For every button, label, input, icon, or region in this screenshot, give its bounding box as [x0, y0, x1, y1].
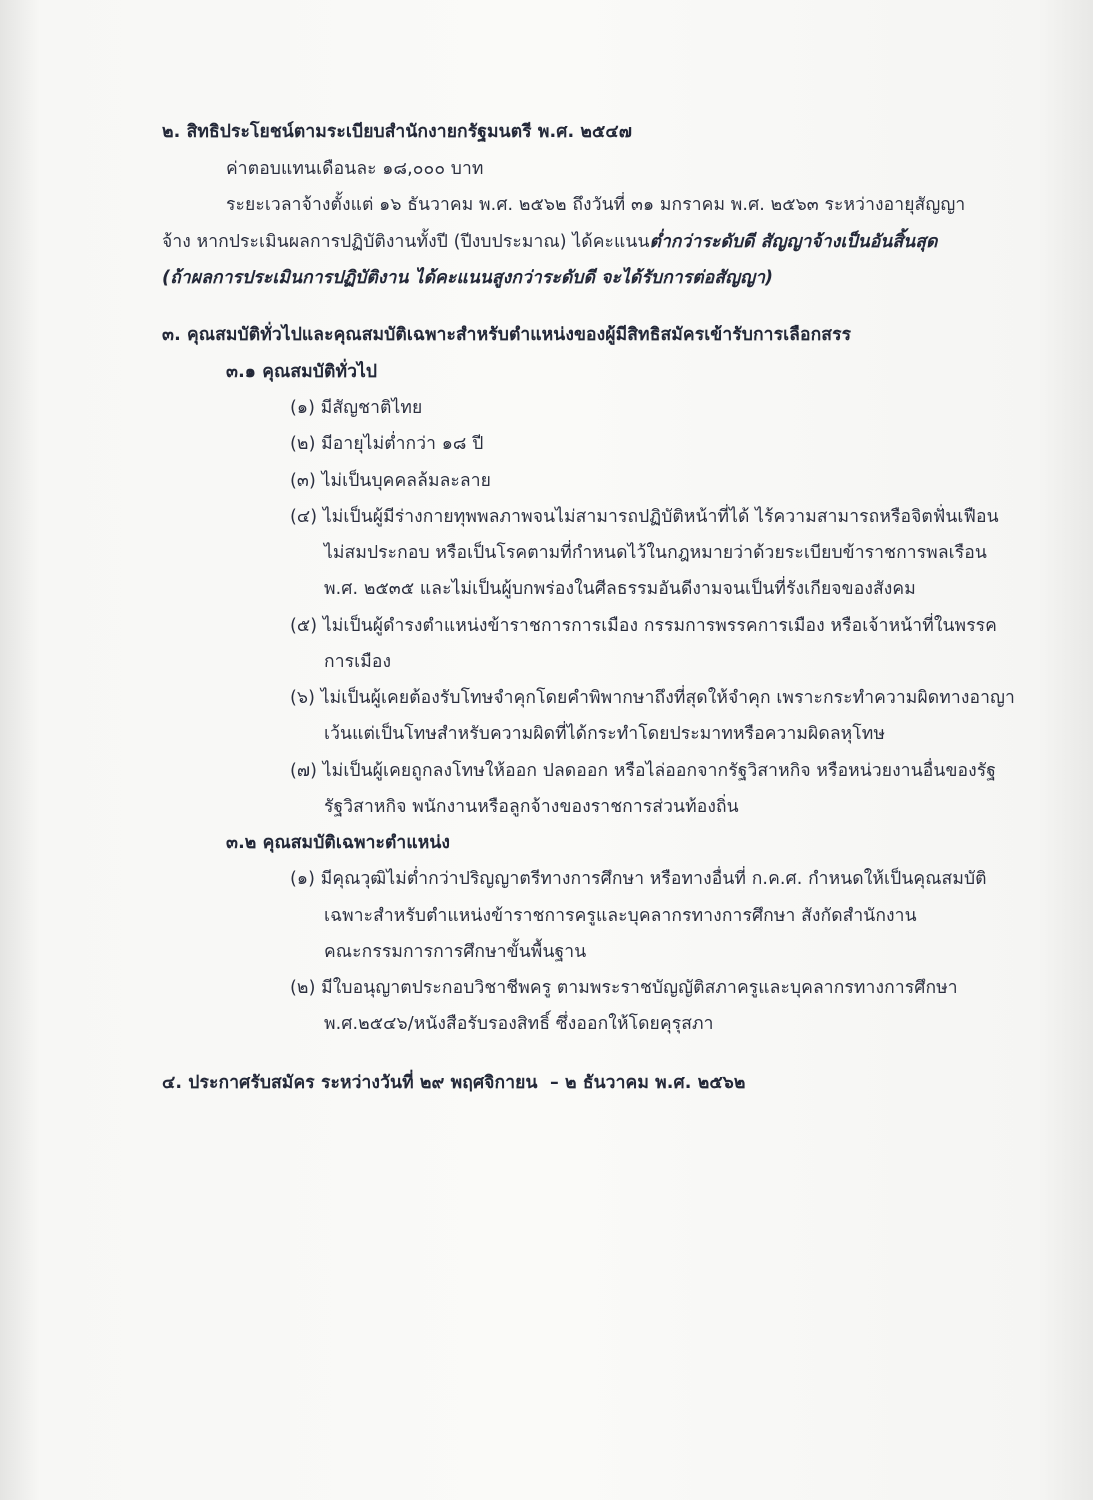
salary-text: ค่าตอบแทนเดือนละ ๑๘,๐๐๐ บาท [226, 159, 484, 179]
general-item-1: (๑) มีสัญชาติไทย [290, 398, 423, 418]
section-3-1-heading: ๓.๑ คุณสมบัติทั่วไป [226, 362, 378, 382]
specific-item-1: (๑) มีคุณวุฒิไม่ต่ำกว่าปริญญาตรีทางการศึกษา หรือทางอื่นที่ ก.ค.ศ. กำหนดให้เป็นคุณสมบัติ [290, 869, 987, 889]
section-3-2-heading: ๓.๒ คุณสมบัติเฉพาะตำแหน่ง [226, 833, 451, 853]
specific-item-1-cont-2: คณะกรรมการการศึกษาขั้นพื้นฐาน [324, 942, 587, 962]
section-4-heading: ๔. ประกาศรับสมัคร ระหว่างวันที่ ๒๙ พฤศจิกายน – ๒ ธันวาคม พ.ศ. ๒๕๖๒ [162, 1073, 746, 1093]
general-item-4-cont-1: ไม่สมประกอบ หรือเป็นโรคตามที่กำหนดไว้ในกฎหมายว่าด้วยระเบียบข้าราชการพลเรือน [324, 543, 987, 563]
general-item-2: (๒) มีอายุไม่ต่ำกว่า ๑๘ ปี [290, 434, 484, 454]
specific-item-2-cont: พ.ศ.๒๕๔๖/หนังสือรับรองสิทธิ์ ซึ่งออกให้โดยคุรุสภา [324, 1014, 714, 1034]
employment-period-text: ระยะเวลาจ้างตั้งแต่ ๑๖ ธันวาคม พ.ศ. ๒๕๖๒ ถึงวันที่ ๓๑ มกราคม พ.ศ. ๒๕๖๓ ระหว่างอายุสัญญา [226, 195, 966, 215]
evaluation-emphasis: ต่ำกว่าระดับดี สัญญาจ้างเป็นอันสิ้นสุด [649, 232, 938, 252]
section-2-heading: ๒. สิทธิประโยชน์ตามระเบียบสำนักงายกรัฐมนตรี พ.ศ. ๒๕๔๗ [162, 122, 632, 142]
section-3-heading: ๓. คุณสมบัติทั่วไปและคุณสมบัติเฉพาะสำหรับตำแหน่งของผู้มีสิทธิสมัครเข้ารับการเลือกสรร [162, 325, 852, 345]
general-item-6: (๖) ไม่เป็นผู้เคยต้องรับโทษจำคุกโดยคำพิพากษาถึงที่สุดให้จำคุก เพราะกระทำความผิดทางอาญา [290, 688, 1015, 708]
general-item-6-cont: เว้นแต่เป็นโทษสำหรับความผิดที่ได้กระทำโดยประมาทหรือความผิดลหุโทษ [324, 724, 886, 744]
specific-item-2: (๒) มีใบอนุญาตประกอบวิชาชีพครู ตามพระราชบัญญัติสภาครูและบุคลากรทางการศึกษา [290, 978, 958, 998]
general-item-4: (๔) ไม่เป็นผู้มีร่างกายทุพพลภาพจนไม่สามารถปฏิบัติหน้าที่ได้ ไร้ความสามารถหรือจิตฟั่นเฟือน [290, 507, 999, 527]
specific-item-1-cont-1: เฉพาะสำหรับตำแหน่งข้าราชการครูและบุคลากรทางการศึกษา สังกัดสำนักงาน [324, 906, 917, 926]
general-item-5-cont: การเมือง [324, 652, 392, 672]
general-item-7-cont: รัฐวิสาหกิจ พนักงานหรือลูกจ้างของราชการส่วนท้องถิ่น [324, 797, 739, 817]
general-item-5: (๕) ไม่เป็นผู้ดำรงตำแหน่งข้าราชการการเมือง กรรมการพรรคการเมือง หรือเจ้าหน้าที่ในพรรค [290, 616, 997, 636]
general-item-4-cont-2: พ.ศ. ๒๕๓๕ และไม่เป็นผู้บกพร่องในศีลธรรมอันดีงามจนเป็นที่รังเกียจของสังคม [324, 579, 916, 599]
evaluation-text [162, 230, 937, 254]
evaluation-prefix: จ้าง หากประเมินผลการปฏิบัติงานทั้งปี (ปีงบประมาณ) ได้คะแนน [162, 232, 650, 252]
evaluation-note: (ถ้าผลการประเมินการปฏิบัติงาน ได้คะแนนสูงกว่าระดับดี จะได้รับการต่อสัญญา) [162, 268, 774, 288]
general-item-3: (๓) ไม่เป็นบุคคลล้มละลาย [290, 471, 492, 491]
general-item-7: (๗) ไม่เป็นผู้เคยถูกลงโทษให้ออก ปลดออก หรือไล่ออกจากรัฐวิสาหกิจ หรือหน่วยงานอื่นของรัฐ [290, 761, 997, 781]
